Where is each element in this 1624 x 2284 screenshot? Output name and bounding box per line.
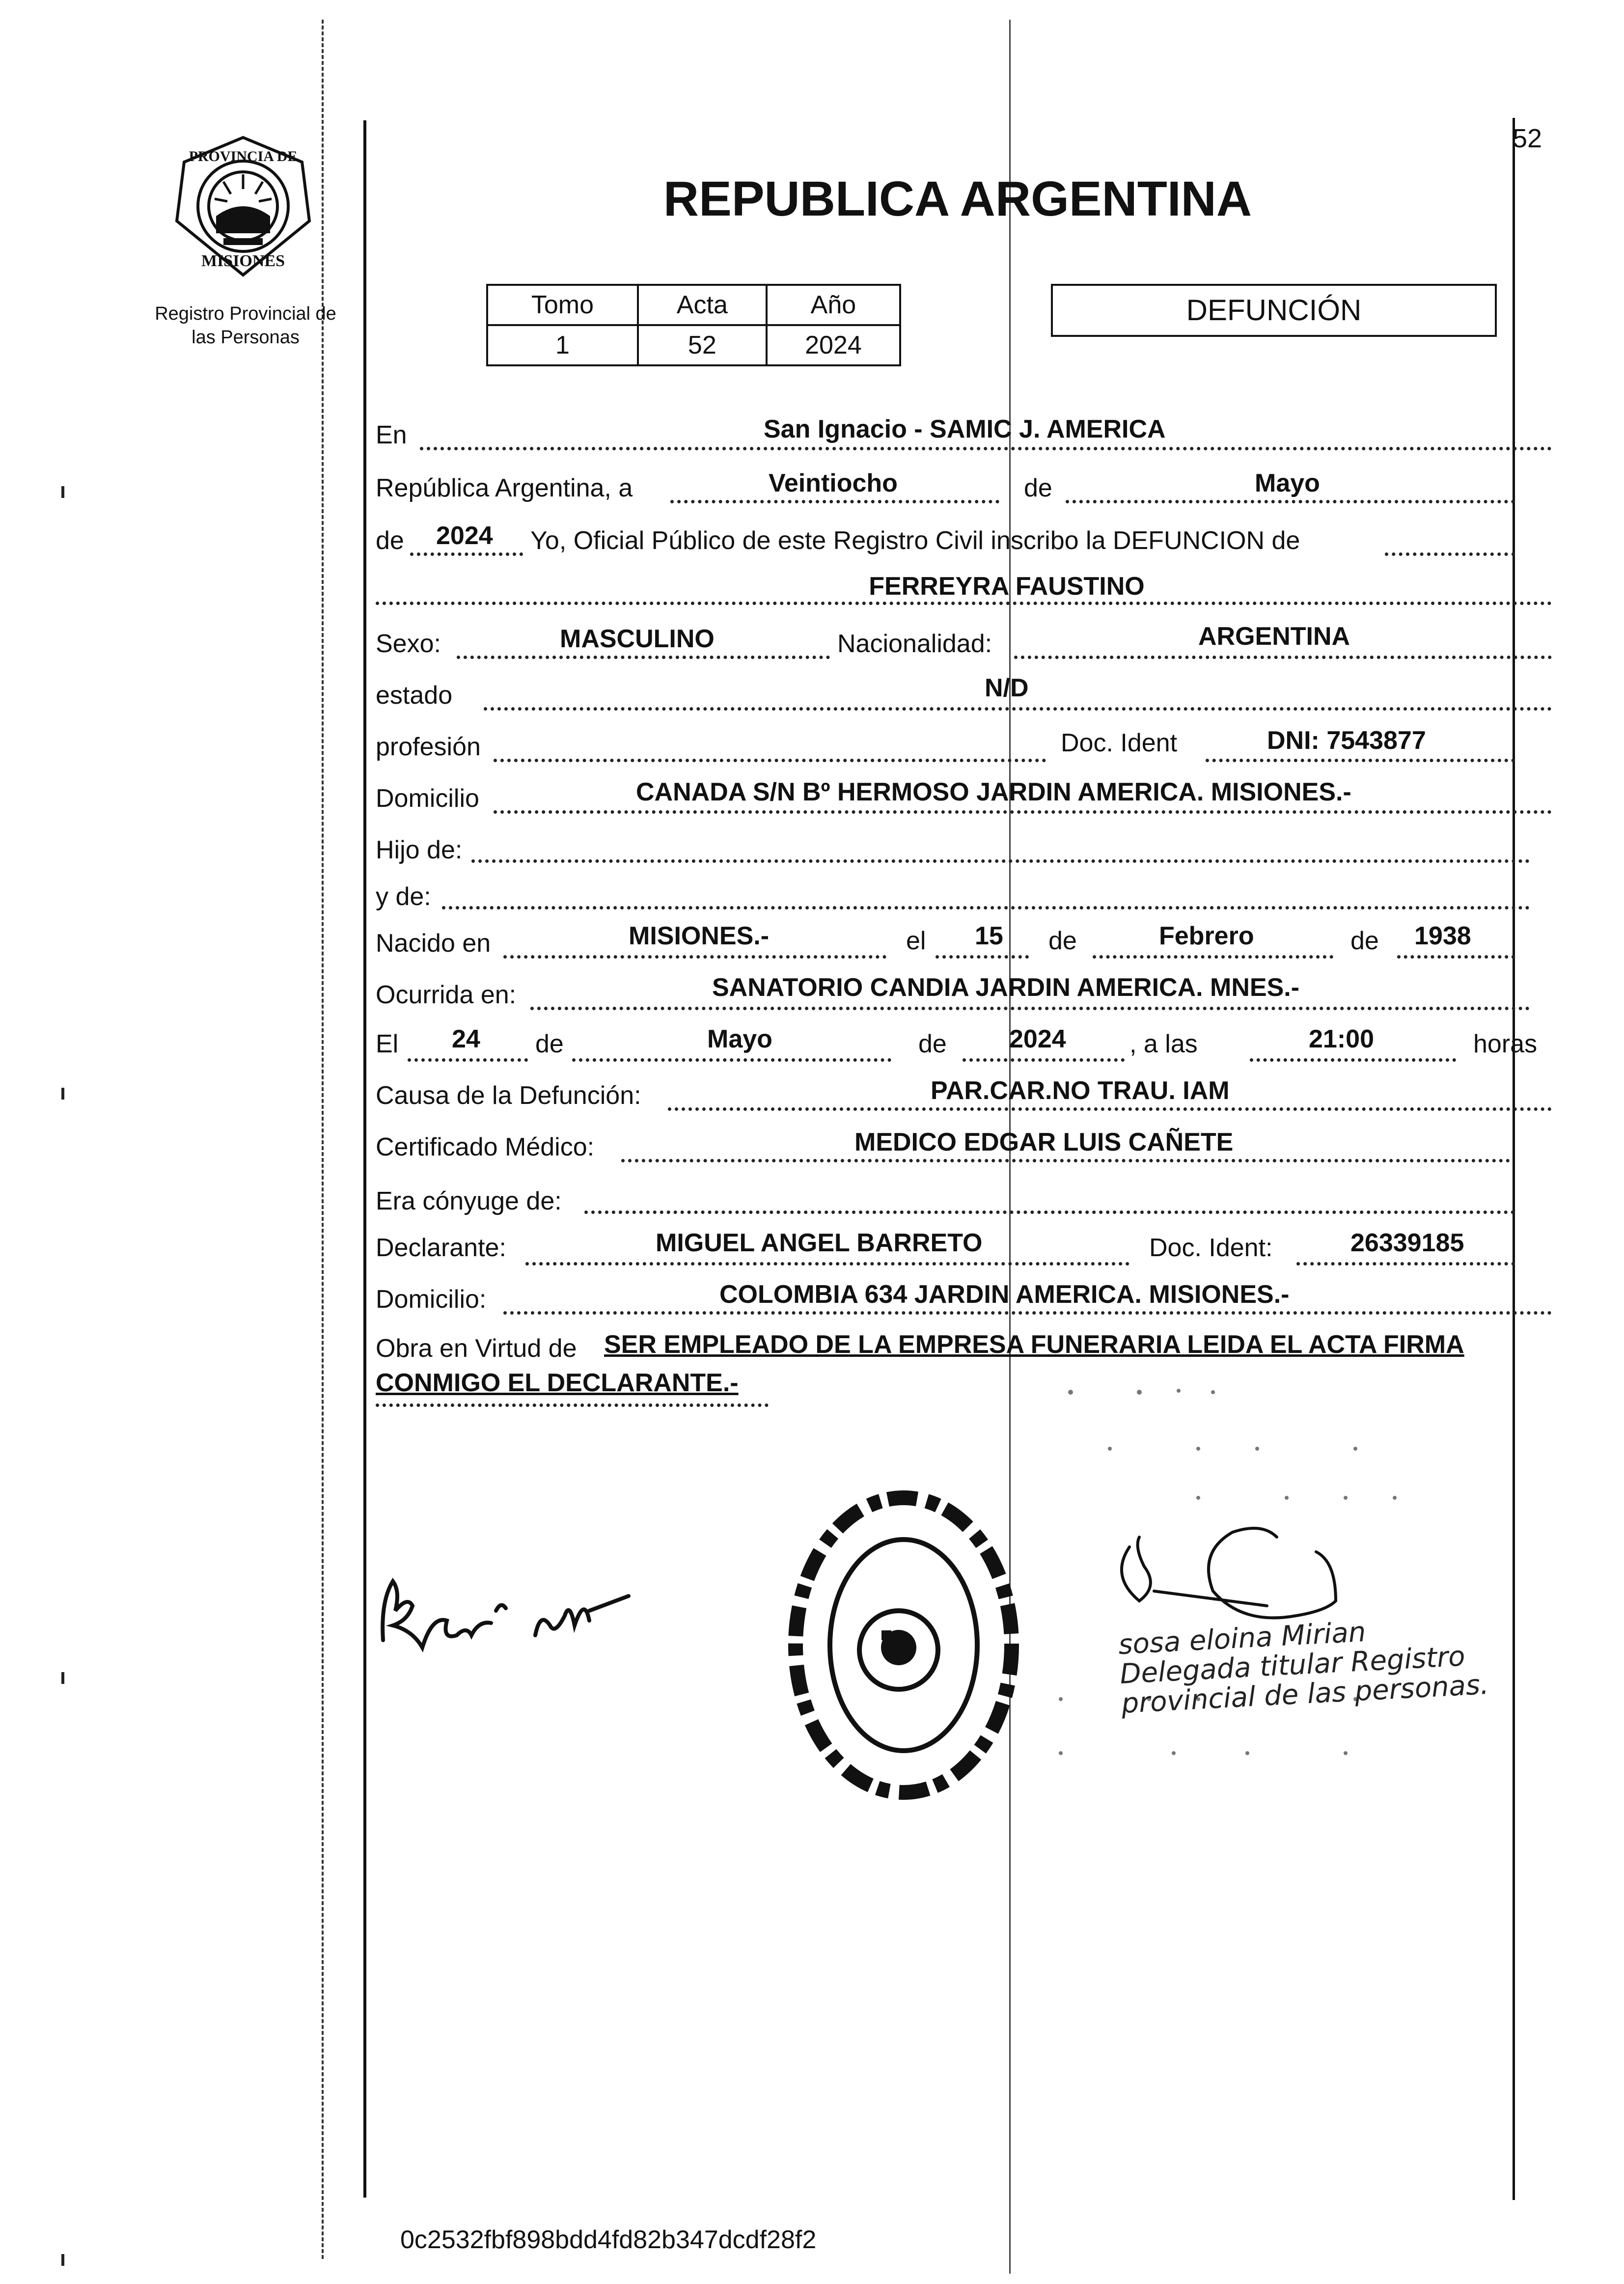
estado-line (484, 707, 1552, 711)
binder-edge (322, 20, 324, 2259)
republica-label: República Argentina, a (376, 474, 633, 502)
ocurrida-label: Ocurrida en: (376, 981, 517, 1009)
doc-ident2-value: 26339185 (1350, 1229, 1464, 1257)
table-header-acta: Acta (638, 285, 767, 325)
obra-value-line2: CONMIGO EL DECLARANTE.- (376, 1369, 739, 1397)
certificado-label: Certificado Médico: (376, 1133, 595, 1161)
scan-speck (61, 486, 64, 498)
yde-line (442, 906, 1530, 909)
domicilio2-value: COLOMBIA 634 JARDIN AMERICA. MISIONES.- (719, 1280, 1290, 1309)
birth-month-line (1093, 955, 1333, 959)
en-label: En (376, 421, 407, 449)
death-time: 21:00 (1309, 1025, 1374, 1053)
day-words: Veintiocho (769, 469, 898, 497)
death-de1: de (535, 1030, 564, 1058)
death-month: Mayo (707, 1025, 772, 1053)
declarant-signature (373, 1562, 648, 1675)
death-year: 2024 (1009, 1025, 1066, 1053)
nacido-value: MISIONES.- (629, 922, 770, 950)
profesion-label: profesión (376, 733, 481, 761)
profesion-line (494, 759, 1046, 762)
yde-label: y de: (376, 882, 431, 911)
registry-stamp (786, 1483, 1021, 1807)
en-value: San Ignacio - SAMIC J. AMERICA (764, 415, 1166, 443)
name-line (376, 602, 1552, 605)
death-day: 24 (452, 1025, 480, 1053)
scan-speck (61, 2254, 64, 2266)
causa-value: PAR.CAR.NO TRAU. IAM (931, 1076, 1230, 1105)
doc-ident-value: DNI: 7543877 (1267, 726, 1426, 755)
province-seal (169, 133, 317, 280)
year-prefix: de (376, 526, 404, 555)
hijo-line (471, 859, 1530, 863)
seal-text-bottom: MISIONES (201, 252, 285, 270)
declarante-value: MIGUEL ANGEL BARRETO (656, 1229, 983, 1257)
certificado-line (621, 1159, 1510, 1162)
estado-value: N/D (985, 674, 1029, 702)
de-label: de (1024, 474, 1052, 502)
country-title: REPUBLICA ARGENTINA (663, 171, 1252, 226)
death-day-line (408, 1058, 528, 1062)
domicilio-value: CANADA S/N Bº HERMOSO JARDIN AMERICA. MISIONES.- (636, 778, 1351, 806)
ocurrida-line (530, 1007, 1530, 1010)
death-year-line (963, 1058, 1125, 1062)
table-value-ano: 2024 (767, 325, 900, 365)
conyuge-line (584, 1211, 1515, 1214)
domicilio-line (494, 810, 1552, 814)
table-value-tomo: 1 (487, 325, 638, 365)
birth-year-line (1397, 955, 1515, 959)
death-time-line (1250, 1058, 1456, 1062)
registry-line-1: Registro Provincial de (155, 303, 336, 324)
sexo-label: Sexo: (376, 630, 441, 658)
registry-line-2: las Personas (192, 327, 300, 348)
domicilio2-label: Domicilio: (376, 1285, 487, 1314)
sexo-value: MASCULINO (560, 625, 715, 653)
month-line (1066, 500, 1515, 503)
table-header-tomo: Tomo (487, 285, 638, 325)
domicilio-label: Domicilio (376, 784, 479, 813)
nacionalidad-label: Nacionalidad: (837, 630, 992, 658)
birth-month: Febrero (1159, 922, 1254, 950)
death-month-line (572, 1058, 891, 1062)
doc-ident-label: Doc. Ident (1061, 729, 1178, 757)
horas-label: horas (1473, 1030, 1538, 1058)
record-type-box: DEFUNCIÓN (1051, 284, 1497, 337)
deceased-name: FERREYRA FAUSTINO (869, 572, 1145, 601)
nacido-line (503, 955, 886, 959)
nacionalidad-line (1014, 656, 1552, 659)
oficial-tail-line (1385, 552, 1515, 556)
document-hash: 0c2532fbf898bdd4fd82b347dcdf28f2 (400, 2226, 817, 2254)
el-label: el (906, 927, 926, 955)
day-words-line (670, 500, 999, 503)
declarante-label: Declarante: (376, 1234, 506, 1262)
table-value-acta: 52 (638, 325, 767, 365)
el2-label: El (376, 1030, 399, 1058)
birth-year: 1938 (1414, 922, 1471, 950)
causa-line (668, 1107, 1552, 1111)
obra-value-line1: SER EMPLEADO DE LA EMPRESA FUNERARIA LEIDA EL ACTA FIRMA (604, 1330, 1464, 1359)
doc-ident2-line (1296, 1262, 1515, 1266)
seal-text-top: PROVINCIA DE (189, 148, 298, 165)
oficial-text: Yo, Oficial Público de este Registro Civil inscribo la DEFUNCION de (530, 526, 1300, 555)
obra-tail-line (376, 1403, 769, 1407)
page-number: 52 (1513, 124, 1542, 153)
table-header-ano: Año (767, 285, 900, 325)
birth-day-line (936, 955, 1029, 959)
scan-speck (61, 1088, 64, 1100)
birth-de1: de (1048, 927, 1077, 955)
death-de2: de (918, 1030, 947, 1058)
birth-day: 15 (975, 922, 1003, 950)
domicilio2-line (503, 1311, 1552, 1315)
left-margin-line (363, 120, 366, 2198)
declarante-line (525, 1262, 1129, 1266)
right-margin-line (1513, 118, 1515, 2200)
doc-ident-line (1206, 759, 1515, 762)
obra-label: Obra en Virtud de (376, 1334, 577, 1363)
en-line (420, 447, 1552, 450)
year-line (410, 552, 523, 556)
estado-label: estado (376, 681, 453, 710)
sexo-line (457, 656, 830, 659)
causa-label: Causa de la Defunción: (376, 1081, 641, 1110)
doc-ident2-label: Doc. Ident: (1149, 1234, 1273, 1262)
birth-de2: de (1350, 927, 1379, 955)
scan-speck (61, 1672, 64, 1684)
year: 2024 (436, 522, 493, 550)
certificado-value: MEDICO EDGAR LUIS CAÑETE (854, 1128, 1234, 1156)
nacionalidad-value: ARGENTINA (1198, 622, 1350, 651)
tomo-acta-ano-table (486, 284, 901, 366)
alas-label: , a las (1129, 1030, 1198, 1058)
hijo-label: Hijo de: (376, 836, 463, 864)
month: Mayo (1255, 469, 1320, 497)
nacido-label: Nacido en (376, 929, 491, 958)
official-note: sosa eloina Mirian Delegada titular Registro provincial de las personas. (1117, 1616, 1490, 1720)
conyuge-label: Era cónyuge de: (376, 1187, 562, 1215)
ocurrida-value: SANATORIO CANDIA JARDIN AMERICA. MNES.- (712, 973, 1300, 1002)
